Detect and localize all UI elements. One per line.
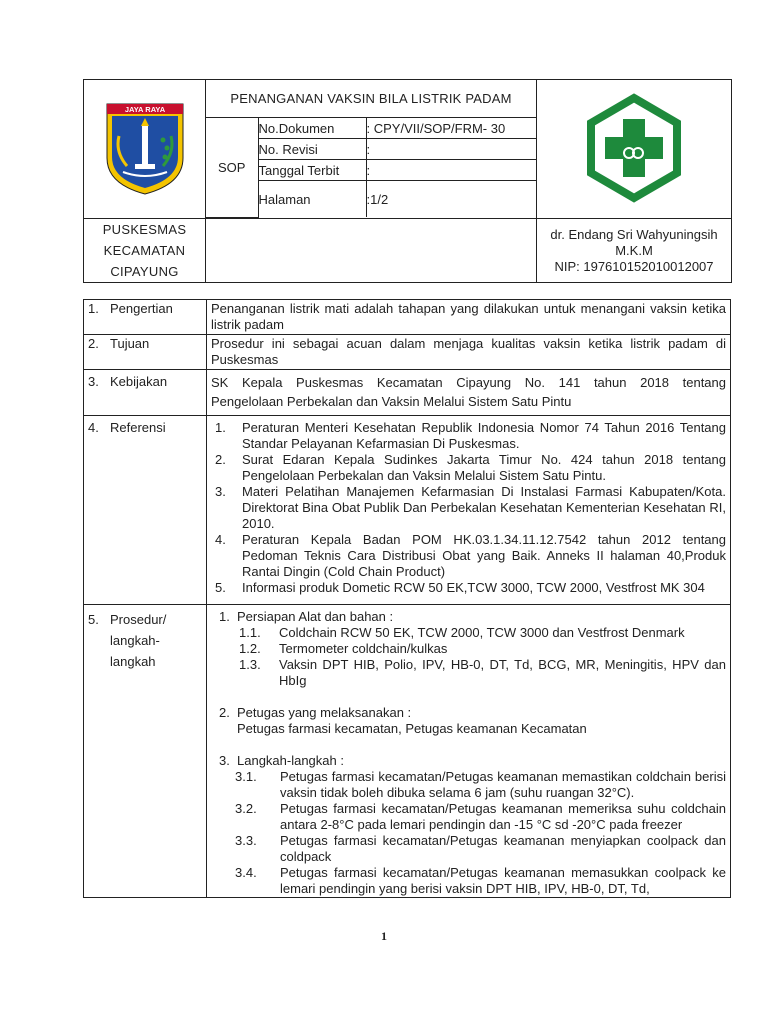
list-item: 3. Materi Pelatihan Manajemen Kefarmasian Di Instalasi Farmasi Kabupaten/Kota. Direktorat Bina Obat Publik Dan Perbekalan Kesehatan Kementerian Kesehatan RI, 2010. bbox=[215, 484, 726, 531]
subsection-heading: 2. Petugas yang melaksanakan : bbox=[219, 705, 412, 720]
section-text: Prosedur ini sebagai acuan dalam menjaga kualitas vaksin ketika listrik padam di Puskesmas bbox=[207, 335, 731, 370]
referensi-list-cell bbox=[207, 416, 731, 605]
signer-name: dr. Endang Sri Wahyuningsih bbox=[550, 226, 718, 242]
field-value: : bbox=[366, 139, 536, 160]
section-kebijakan bbox=[84, 370, 731, 416]
list-item: 1.2. Termometer coldchain/kulkas bbox=[239, 641, 448, 656]
field-value: : CPY/VII/SOP/FRM- 30 bbox=[366, 118, 536, 139]
prosedur-content bbox=[207, 605, 731, 898]
list-item: 1. Peraturan Menteri Kesehatan Republik Indonesia Nomor 74 Tahun 2016 Tentang Standar Pelayanan Kefarmasian Di Puskesmas. bbox=[215, 420, 726, 451]
signer-nip: NIP: 197610152010012007 bbox=[554, 258, 714, 274]
section-label: langkah bbox=[110, 654, 156, 669]
org-line: PUSKESMAS bbox=[102, 222, 187, 237]
section-text bbox=[207, 370, 731, 416]
sop-label: SOP bbox=[206, 118, 258, 217]
section-number: 3. bbox=[88, 374, 99, 389]
section-label: Kebijakan bbox=[110, 374, 168, 389]
list-item: 1.1. Coldchain RCW 50 EK, TCW 2000, TCW 3000 dan Vestfrost Denmark bbox=[239, 625, 685, 640]
sop-info-cell bbox=[206, 118, 537, 219]
header-table bbox=[83, 79, 732, 283]
field-label: Tanggal Terbit bbox=[258, 160, 366, 181]
prosedur-label-cell bbox=[84, 605, 207, 898]
list-item: 4. Peraturan Kepala Badan POM HK.03.1.34.11.12.7542 tahun 2012 tentang Pedoman Teknis Cara Distribusi Obat yang Baik. Anneks II halaman 40,Produk Rantai Dingin (Cold Chain Product) bbox=[215, 532, 726, 579]
field-value: : bbox=[366, 160, 536, 181]
field-label: No.Dokumen bbox=[258, 118, 366, 139]
section-number: 2. bbox=[88, 336, 99, 351]
logo-left-cell bbox=[84, 80, 206, 219]
field-label: Halaman bbox=[258, 181, 366, 218]
page-number: 1 bbox=[381, 929, 387, 943]
empty-cell bbox=[206, 219, 537, 283]
section-referensi bbox=[84, 416, 731, 605]
subsection-heading: 1. Persiapan Alat dan bahan : bbox=[219, 609, 394, 624]
dki-jakarta-emblem-icon bbox=[103, 100, 187, 196]
kebijakan-line: Pengelolaan Perbekalan dan Vaksin Melalui Sistem Satu Pintu bbox=[211, 394, 572, 409]
section-label: Prosedur/ bbox=[110, 612, 167, 627]
document-title: PENANGANAN VAKSIN BILA LISTRIK PADAM bbox=[206, 80, 537, 118]
list-item: 2. Surat Edaran Kepala Sudinkes Jakarta Timur No. 424 tahun 2018 tentang Pengelolaan Perbekalan dan Vaksin Melalui Sistem Satu Pintu. bbox=[215, 452, 726, 483]
subsection-heading: 3. Langkah-langkah : bbox=[219, 753, 344, 768]
signer-title: M.K.M bbox=[615, 242, 653, 258]
section-number: 4. bbox=[88, 420, 99, 435]
section-number: 5. bbox=[88, 612, 99, 627]
list-item: 3.2. Petugas farmasi kecamatan/Petugas keamanan memeriksa suhu coldchain antara 2-8°C pada lemari pendingin dan -15 °C sd -20°C pada freezer bbox=[235, 801, 726, 832]
section-number: 1. bbox=[88, 301, 99, 316]
org-line: KECAMATAN bbox=[103, 243, 186, 258]
section-label: Referensi bbox=[110, 420, 166, 435]
petugas-text: Petugas farmasi kecamatan, Petugas keamanan Kecamatan bbox=[237, 721, 587, 736]
field-label: No. Revisi bbox=[258, 139, 366, 160]
list-item: 5. Informasi produk Dometic RCW 50 EK,TCW 3000, TCW 2000, Vestfrost MK 304 bbox=[215, 580, 705, 595]
list-item: 1.3. Vaksin DPT HIB, Polio, IPV, HB-0, DT, Td, BCG, MR, Meningitis, HPV dan HbIg bbox=[239, 657, 726, 688]
list-item: 3.3. Petugas farmasi kecamatan/Petugas keamanan menyiapkan coolpack dan coldpack bbox=[235, 833, 726, 864]
sop-info-table bbox=[206, 118, 536, 218]
puskesmas-logo-icon bbox=[579, 93, 689, 203]
field-value: :1/2 bbox=[366, 181, 536, 218]
section-label: langkah- bbox=[110, 633, 160, 648]
section-pengertian bbox=[84, 300, 731, 335]
section-label: Pengertian bbox=[110, 301, 173, 316]
section-tujuan bbox=[84, 335, 731, 370]
kebijakan-line: SK Kepala Puskesmas Kecamatan Cipayung No. 141 tahun 2018 tentang bbox=[211, 375, 726, 390]
sop-body-table bbox=[83, 299, 731, 898]
org-name bbox=[84, 219, 206, 283]
section-text: Penanganan listrik mati adalah tahapan yang dilakukan untuk menangani vaksin ketika listrik padam bbox=[207, 300, 731, 335]
list-item: 3.4. Petugas farmasi kecamatan/Petugas keamanan memasukkan coolpack ke lemari pendingin yang berisi vaksin DPT HIB, IPV, HB-0, DT, Td, bbox=[235, 865, 726, 896]
logo-motto-text: JAYA RAYA bbox=[124, 104, 165, 114]
section-label: Tujuan bbox=[110, 336, 150, 351]
logo-right-cell bbox=[537, 80, 732, 219]
referensi-list bbox=[211, 420, 726, 596]
org-line: CIPAYUNG bbox=[110, 264, 179, 279]
signer-block bbox=[537, 219, 732, 283]
section-prosedur bbox=[84, 605, 731, 898]
list-item: 3.1. Petugas farmasi kecamatan/Petugas keamanan memastikan coldchain berisi vaksin tidak boleh dibuka selama 6 jam (suhu ruangan 32°C). bbox=[235, 769, 726, 800]
